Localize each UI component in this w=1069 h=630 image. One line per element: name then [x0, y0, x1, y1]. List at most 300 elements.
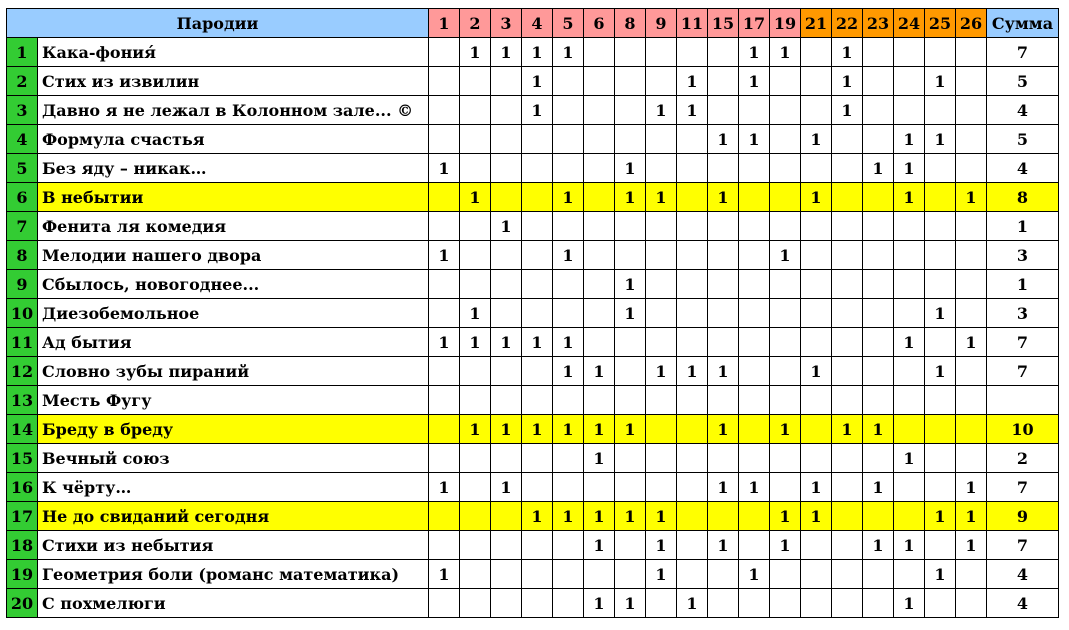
- vote-cell: 1: [522, 38, 553, 67]
- vote-cell: [770, 473, 801, 502]
- vote-cell: [615, 560, 646, 589]
- vote-cell: [491, 357, 522, 386]
- vote-cell: [894, 38, 925, 67]
- vote-cell: [956, 241, 987, 270]
- row-sum: 7: [987, 38, 1059, 67]
- vote-cell: [925, 531, 956, 560]
- vote-cell: [956, 67, 987, 96]
- vote-cell: [553, 560, 584, 589]
- vote-cell: [646, 67, 677, 96]
- row-number: 12: [7, 357, 38, 386]
- vote-cell: [708, 154, 739, 183]
- vote-cell: [801, 386, 832, 415]
- vote-cell: 1: [770, 502, 801, 531]
- vote-cell: [584, 270, 615, 299]
- vote-cell: [739, 241, 770, 270]
- vote-cell: [832, 154, 863, 183]
- judge-column-header: 24: [894, 9, 925, 38]
- row-number: 4: [7, 125, 38, 154]
- parody-title: Месть Фугу: [38, 386, 429, 415]
- vote-cell: [708, 299, 739, 328]
- vote-cell: [739, 299, 770, 328]
- vote-cell: [925, 96, 956, 125]
- vote-cell: [553, 96, 584, 125]
- row-number: 3: [7, 96, 38, 125]
- vote-cell: [460, 444, 491, 473]
- vote-cell: [801, 96, 832, 125]
- row-sum: 2: [987, 444, 1059, 473]
- vote-cell: [646, 589, 677, 618]
- vote-cell: [491, 67, 522, 96]
- table-row: [7, 531, 1059, 560]
- vote-cell: [925, 183, 956, 212]
- vote-cell: [491, 299, 522, 328]
- vote-cell: [460, 531, 491, 560]
- judge-column-header: 22: [832, 9, 863, 38]
- vote-cell: 1: [739, 38, 770, 67]
- vote-cell: 1: [646, 560, 677, 589]
- vote-cell: [646, 444, 677, 473]
- parody-title: Вечный союз: [38, 444, 429, 473]
- vote-cell: 1: [615, 299, 646, 328]
- row-sum: 4: [987, 96, 1059, 125]
- vote-cell: [553, 299, 584, 328]
- vote-cell: 1: [894, 531, 925, 560]
- vote-cell: 1: [429, 473, 460, 502]
- vote-cell: [708, 67, 739, 96]
- vote-cell: [584, 473, 615, 502]
- vote-cell: 1: [429, 241, 460, 270]
- vote-cell: [956, 415, 987, 444]
- row-sum: 5: [987, 125, 1059, 154]
- judge-column-header: 1: [429, 9, 460, 38]
- vote-cell: [460, 212, 491, 241]
- vote-cell: 1: [491, 415, 522, 444]
- vote-cell: [522, 444, 553, 473]
- vote-cell: [894, 67, 925, 96]
- vote-cell: [522, 299, 553, 328]
- vote-cell: [770, 444, 801, 473]
- row-sum: 3: [987, 299, 1059, 328]
- vote-cell: [863, 357, 894, 386]
- column-title-sum: Сумма: [987, 9, 1059, 38]
- vote-cell: [770, 386, 801, 415]
- vote-cell: [677, 415, 708, 444]
- vote-cell: [708, 270, 739, 299]
- vote-cell: [584, 67, 615, 96]
- vote-cell: [584, 38, 615, 67]
- header-row: [7, 9, 1059, 38]
- parody-title: К чёрту…: [38, 473, 429, 502]
- vote-cell: [832, 531, 863, 560]
- row-sum: 1: [987, 212, 1059, 241]
- vote-cell: 1: [553, 415, 584, 444]
- vote-cell: [925, 473, 956, 502]
- judge-column-header: 23: [863, 9, 894, 38]
- vote-cell: [522, 241, 553, 270]
- vote-cell: 1: [615, 183, 646, 212]
- vote-cell: [925, 241, 956, 270]
- vote-cell: 1: [956, 473, 987, 502]
- vote-cell: 1: [739, 560, 770, 589]
- vote-cell: [677, 386, 708, 415]
- vote-cell: [522, 560, 553, 589]
- row-number: 17: [7, 502, 38, 531]
- vote-cell: [677, 212, 708, 241]
- table-row: [7, 328, 1059, 357]
- vote-cell: [925, 444, 956, 473]
- vote-cell: [863, 589, 894, 618]
- vote-cell: 1: [677, 67, 708, 96]
- vote-cell: [956, 589, 987, 618]
- judge-column-header: 17: [739, 9, 770, 38]
- judge-column-header: 3: [491, 9, 522, 38]
- vote-cell: [429, 589, 460, 618]
- vote-cell: [460, 270, 491, 299]
- vote-cell: 1: [429, 560, 460, 589]
- vote-cell: [894, 241, 925, 270]
- vote-cell: [522, 154, 553, 183]
- vote-cell: 1: [894, 328, 925, 357]
- row-sum: [987, 386, 1059, 415]
- vote-cell: [460, 589, 491, 618]
- vote-cell: [491, 96, 522, 125]
- vote-cell: [429, 415, 460, 444]
- vote-cell: [801, 415, 832, 444]
- vote-cell: 1: [646, 531, 677, 560]
- vote-cell: [677, 531, 708, 560]
- vote-cell: 1: [584, 589, 615, 618]
- vote-cell: [801, 212, 832, 241]
- vote-cell: 1: [553, 183, 584, 212]
- vote-cell: 1: [646, 96, 677, 125]
- vote-cell: [646, 299, 677, 328]
- vote-cell: [584, 125, 615, 154]
- vote-cell: 1: [863, 415, 894, 444]
- table-row: [7, 299, 1059, 328]
- vote-cell: 1: [677, 589, 708, 618]
- vote-cell: 1: [615, 270, 646, 299]
- vote-cell: 1: [460, 38, 491, 67]
- vote-cell: [522, 473, 553, 502]
- vote-cell: [863, 125, 894, 154]
- vote-cell: 1: [956, 531, 987, 560]
- vote-cell: [832, 299, 863, 328]
- vote-cell: [460, 502, 491, 531]
- vote-cell: [460, 96, 491, 125]
- vote-cell: [429, 38, 460, 67]
- row-sum: 8: [987, 183, 1059, 212]
- vote-cell: [584, 328, 615, 357]
- vote-cell: [894, 560, 925, 589]
- row-number: 1: [7, 38, 38, 67]
- column-title-parodies: Пародии: [7, 9, 429, 38]
- vote-cell: [646, 212, 677, 241]
- vote-cell: [925, 270, 956, 299]
- row-sum: 5: [987, 67, 1059, 96]
- parody-title: Стих из извилин: [38, 67, 429, 96]
- vote-cell: 1: [894, 444, 925, 473]
- vote-cell: 1: [522, 67, 553, 96]
- vote-cell: 1: [460, 415, 491, 444]
- vote-cell: [801, 328, 832, 357]
- vote-cell: [832, 473, 863, 502]
- table-row: [7, 560, 1059, 589]
- vote-cell: 1: [770, 241, 801, 270]
- judge-column-header: 25: [925, 9, 956, 38]
- vote-cell: [553, 589, 584, 618]
- vote-cell: [460, 125, 491, 154]
- vote-cell: [677, 328, 708, 357]
- vote-cell: [491, 444, 522, 473]
- vote-cell: [925, 212, 956, 241]
- vote-cell: 1: [925, 357, 956, 386]
- vote-cell: [863, 96, 894, 125]
- vote-cell: [646, 154, 677, 183]
- vote-cell: 1: [522, 328, 553, 357]
- vote-cell: [894, 212, 925, 241]
- vote-cell: [956, 154, 987, 183]
- vote-cell: [956, 357, 987, 386]
- vote-cell: [615, 444, 646, 473]
- vote-cell: [739, 589, 770, 618]
- vote-cell: [615, 386, 646, 415]
- vote-cell: [801, 241, 832, 270]
- vote-cell: 1: [460, 328, 491, 357]
- table-row: [7, 386, 1059, 415]
- vote-cell: 1: [801, 125, 832, 154]
- vote-cell: [925, 589, 956, 618]
- row-sum: 7: [987, 357, 1059, 386]
- table-row: [7, 415, 1059, 444]
- row-sum: 7: [987, 473, 1059, 502]
- vote-cell: 1: [801, 357, 832, 386]
- vote-cell: [460, 154, 491, 183]
- vote-cell: 1: [956, 183, 987, 212]
- vote-cell: [615, 357, 646, 386]
- vote-cell: [770, 67, 801, 96]
- vote-cell: [832, 241, 863, 270]
- vote-cell: [801, 270, 832, 299]
- vote-cell: [801, 299, 832, 328]
- parody-title: Бреду в бреду: [38, 415, 429, 444]
- row-sum: 9: [987, 502, 1059, 531]
- vote-cell: 1: [925, 125, 956, 154]
- vote-cell: [429, 444, 460, 473]
- vote-cell: [522, 183, 553, 212]
- vote-cell: [460, 357, 491, 386]
- vote-cell: [553, 473, 584, 502]
- vote-cell: [863, 502, 894, 531]
- vote-cell: [491, 502, 522, 531]
- vote-cell: 1: [491, 212, 522, 241]
- vote-cell: [956, 96, 987, 125]
- vote-cell: 1: [801, 502, 832, 531]
- row-sum: 3: [987, 241, 1059, 270]
- vote-cell: [429, 125, 460, 154]
- vote-cell: [739, 154, 770, 183]
- vote-cell: [553, 125, 584, 154]
- vote-cell: 1: [770, 38, 801, 67]
- vote-cell: [584, 241, 615, 270]
- judge-column-header: 5: [553, 9, 584, 38]
- vote-cell: [615, 38, 646, 67]
- vote-cell: [429, 212, 460, 241]
- vote-cell: [863, 38, 894, 67]
- table-row: [7, 241, 1059, 270]
- vote-cell: [553, 444, 584, 473]
- vote-cell: [646, 328, 677, 357]
- row-number: 11: [7, 328, 38, 357]
- vote-cell: [460, 241, 491, 270]
- parody-results-table: [6, 8, 1059, 618]
- vote-cell: [956, 212, 987, 241]
- vote-cell: [832, 328, 863, 357]
- table-row: [7, 473, 1059, 502]
- vote-cell: [708, 444, 739, 473]
- vote-cell: 1: [553, 502, 584, 531]
- vote-cell: [739, 96, 770, 125]
- vote-cell: 1: [646, 183, 677, 212]
- parody-title: Геометрия боли (романс математика): [38, 560, 429, 589]
- vote-cell: [491, 386, 522, 415]
- vote-cell: [801, 154, 832, 183]
- row-number: 16: [7, 473, 38, 502]
- vote-cell: 1: [956, 328, 987, 357]
- vote-cell: [894, 502, 925, 531]
- vote-cell: [429, 183, 460, 212]
- row-number: 14: [7, 415, 38, 444]
- vote-cell: [894, 386, 925, 415]
- vote-cell: [584, 96, 615, 125]
- parody-title: Стихи из небытия: [38, 531, 429, 560]
- vote-cell: [429, 386, 460, 415]
- vote-cell: [553, 212, 584, 241]
- judge-column-header: 6: [584, 9, 615, 38]
- vote-cell: [553, 386, 584, 415]
- vote-cell: [615, 67, 646, 96]
- vote-cell: [770, 96, 801, 125]
- vote-cell: 1: [553, 241, 584, 270]
- row-number: 18: [7, 531, 38, 560]
- vote-cell: [677, 299, 708, 328]
- vote-cell: 1: [584, 502, 615, 531]
- vote-cell: 1: [770, 531, 801, 560]
- row-number: 5: [7, 154, 38, 183]
- vote-cell: 1: [925, 502, 956, 531]
- vote-cell: 1: [925, 560, 956, 589]
- vote-cell: [956, 125, 987, 154]
- vote-cell: [708, 212, 739, 241]
- parody-title: Формула счастья: [38, 125, 429, 154]
- vote-cell: 1: [894, 589, 925, 618]
- vote-cell: 1: [708, 415, 739, 444]
- vote-cell: [739, 386, 770, 415]
- vote-cell: [584, 386, 615, 415]
- row-number: 19: [7, 560, 38, 589]
- row-number: 9: [7, 270, 38, 299]
- vote-cell: 1: [491, 328, 522, 357]
- judge-column-header: 15: [708, 9, 739, 38]
- vote-cell: [677, 560, 708, 589]
- vote-cell: [615, 328, 646, 357]
- vote-cell: [677, 125, 708, 154]
- vote-cell: [615, 241, 646, 270]
- vote-cell: [770, 560, 801, 589]
- vote-cell: [801, 531, 832, 560]
- vote-cell: [677, 502, 708, 531]
- vote-cell: [739, 444, 770, 473]
- vote-cell: [863, 212, 894, 241]
- parody-title: Давно я не лежал в Колонном зале... ©: [38, 96, 429, 125]
- judge-column-header: 8: [615, 9, 646, 38]
- parody-title: Без яду – никак…: [38, 154, 429, 183]
- vote-cell: [522, 125, 553, 154]
- vote-cell: [739, 531, 770, 560]
- vote-cell: [832, 444, 863, 473]
- vote-cell: [956, 560, 987, 589]
- vote-cell: [708, 328, 739, 357]
- judge-column-header: 2: [460, 9, 491, 38]
- vote-cell: [584, 183, 615, 212]
- vote-cell: [491, 560, 522, 589]
- vote-cell: [863, 386, 894, 415]
- vote-cell: 1: [894, 154, 925, 183]
- parody-title: Словно зубы пираний: [38, 357, 429, 386]
- vote-cell: 1: [832, 38, 863, 67]
- vote-cell: [770, 154, 801, 183]
- judge-column-header: 11: [677, 9, 708, 38]
- vote-cell: 1: [677, 96, 708, 125]
- vote-cell: 1: [615, 415, 646, 444]
- table-row: [7, 212, 1059, 241]
- vote-cell: [832, 125, 863, 154]
- vote-cell: [677, 444, 708, 473]
- vote-cell: 1: [863, 154, 894, 183]
- vote-cell: 1: [584, 531, 615, 560]
- vote-cell: [801, 589, 832, 618]
- vote-cell: 1: [646, 502, 677, 531]
- vote-cell: [615, 473, 646, 502]
- vote-cell: [739, 502, 770, 531]
- vote-cell: [956, 270, 987, 299]
- row-sum: 4: [987, 560, 1059, 589]
- vote-cell: 1: [801, 473, 832, 502]
- row-number: 6: [7, 183, 38, 212]
- vote-cell: 1: [522, 415, 553, 444]
- vote-cell: [491, 270, 522, 299]
- vote-cell: [863, 241, 894, 270]
- vote-cell: [708, 386, 739, 415]
- vote-cell: [739, 212, 770, 241]
- vote-cell: 1: [708, 357, 739, 386]
- vote-cell: 1: [646, 357, 677, 386]
- vote-cell: [770, 270, 801, 299]
- vote-cell: [832, 386, 863, 415]
- vote-cell: 1: [677, 357, 708, 386]
- vote-cell: [584, 560, 615, 589]
- vote-cell: [739, 328, 770, 357]
- vote-cell: [553, 531, 584, 560]
- vote-cell: 1: [615, 589, 646, 618]
- vote-cell: [956, 38, 987, 67]
- vote-cell: [491, 531, 522, 560]
- table-row: [7, 183, 1059, 212]
- vote-cell: 1: [739, 125, 770, 154]
- vote-cell: [956, 444, 987, 473]
- vote-cell: [615, 125, 646, 154]
- vote-cell: [522, 531, 553, 560]
